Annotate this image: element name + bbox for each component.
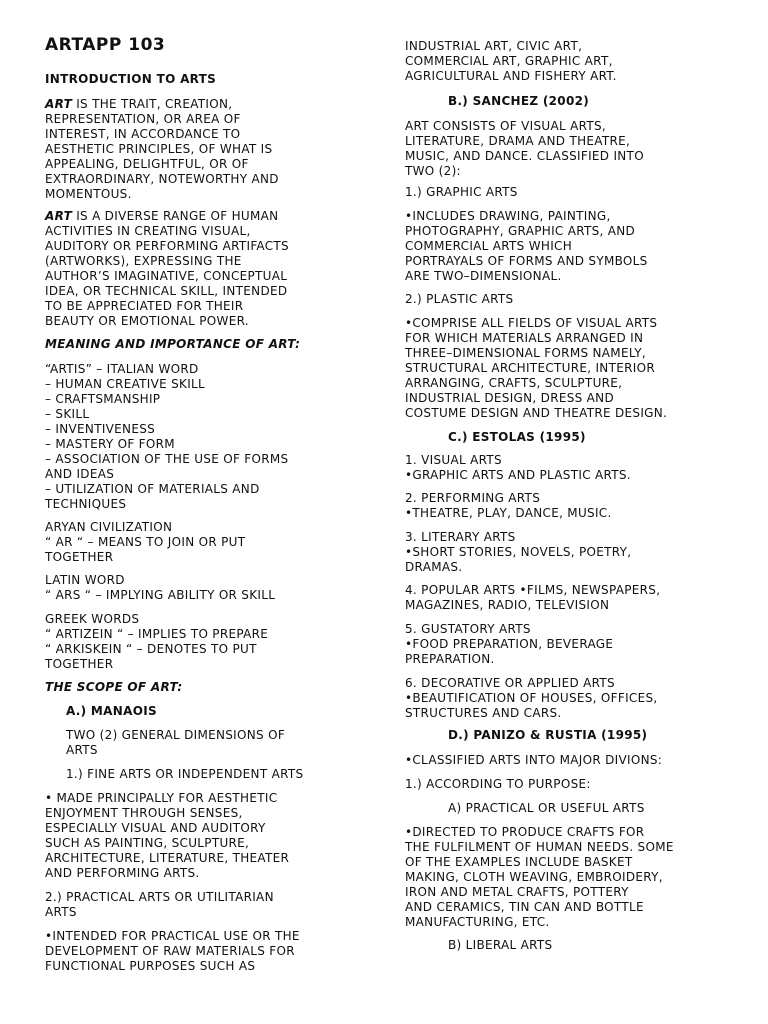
paragraph-line: AND CERAMICS, TIN CAN AND BOTTLE: [405, 900, 644, 914]
etymology-line: “ ARTIZEIN “ – IMPLIES TO PREPARE: [45, 627, 269, 641]
subsection-heading: A.) MANAOIS: [66, 704, 157, 718]
etymology-line: LATIN WORD: [45, 573, 125, 587]
paragraph-line: ENJOYMENT THROUGH SENSES,: [45, 806, 243, 820]
paragraph-line: MANUFACTURING, ETC.: [405, 915, 550, 929]
paragraph-line: STRUCTURAL ARCHITECTURE, INTERIOR: [405, 361, 655, 375]
list-item: •GRAPHIC ARTS AND PLASTIC ARTS.: [405, 468, 631, 482]
definition-line: (ARTWORKS), EXPRESSING THE: [45, 254, 242, 268]
paragraph-line: DEVELOPMENT OF RAW MATERIALS FOR: [45, 944, 295, 958]
definition-line: AUDITORY OR PERFORMING ARTIFACTS: [45, 239, 289, 253]
list-item: •SHORT STORIES, NOVELS, POETRY,: [405, 545, 632, 559]
paragraph-line: COMMERCIAL ARTS WHICH: [405, 239, 573, 253]
term: ART: [45, 209, 73, 223]
paragraph-line: MUSIC, AND DANCE. CLASSIFIED INTO: [405, 149, 644, 163]
definition-line: ART IS A DIVERSE RANGE OF HUMAN: [45, 209, 279, 223]
paragraph-line: ESPECIALLY VISUAL AND AUDITORY: [45, 821, 266, 835]
paragraph-line: TWO (2):: [405, 164, 461, 178]
paragraph-line: ARTS: [45, 905, 77, 919]
list-item: – ASSOCIATION OF THE USE OF FORMS: [45, 452, 289, 466]
definition-line: EXTRAORDINARY, NOTEWORTHY AND: [45, 172, 279, 186]
list-item: •THEATRE, PLAY, DANCE, MUSIC.: [405, 506, 612, 520]
paragraph-line: SUCH AS PAINTING, SCULPTURE,: [45, 836, 250, 850]
paragraph-line: 2.) PLASTIC ARTS: [405, 292, 514, 306]
paragraph-line: TWO (2) GENERAL DIMENSIONS OF: [66, 728, 286, 742]
subsection-heading: B.) SANCHEZ (2002): [448, 94, 590, 108]
paragraph-line: 1.) GRAPHIC ARTS: [405, 185, 518, 199]
paragraph-line: •CLASSIFIED ARTS INTO MAJOR DIVIONS:: [405, 753, 663, 767]
list-item: 1. VISUAL ARTS: [405, 453, 502, 467]
list-item: AND IDEAS: [45, 467, 115, 481]
paragraph-line: PHOTOGRAPHY, GRAPHIC ARTS, AND: [405, 224, 636, 238]
list-item: •FOOD PREPARATION, BEVERAGE: [405, 637, 614, 651]
list-item: 2. PERFORMING ARTS: [405, 491, 541, 505]
definition-line: AESTHETIC PRINCIPLES, OF WHAT IS: [45, 142, 273, 156]
definition-line: APPEALING, DELIGHTFUL, OR OF: [45, 157, 249, 171]
paragraph-line: 1.) FINE ARTS OR INDEPENDENT ARTS: [66, 767, 304, 781]
etymology-line: “ AR “ – MEANS TO JOIN OR PUT: [45, 535, 246, 549]
paragraph-line: OF THE EXAMPLES INCLUDE BASKET: [405, 855, 633, 869]
subsection-heading: D.) PANIZO & RUSTIA (1995): [448, 728, 648, 742]
definition-line: BEAUTY OR EMOTIONAL POWER.: [45, 314, 249, 328]
paragraph-line: FOR WHICH MATERIALS ARRANGED IN: [405, 331, 644, 345]
paragraph-line: 2.) PRACTICAL ARTS OR UTILITARIAN: [45, 890, 274, 904]
paragraph-line: ARE TWO–DIMENSIONAL.: [405, 269, 562, 283]
paragraph-line: AND PERFORMING ARTS.: [45, 866, 200, 880]
subsection-heading: C.) ESTOLAS (1995): [448, 430, 586, 444]
list-item: MAGAZINES, RADIO, TELEVISION: [405, 598, 610, 612]
list-item: – HUMAN CREATIVE SKILL: [45, 377, 206, 391]
etymology-line: ARYAN CIVILIZATION: [45, 520, 173, 534]
definition-line: AUTHOR’S IMAGINATIVE, CONCEPTUAL: [45, 269, 288, 283]
paragraph-line: B) LIBERAL ARTS: [448, 938, 553, 952]
list-item: TECHNIQUES: [45, 497, 127, 511]
paragraph-line: COSTUME DESIGN AND THEATRE DESIGN.: [405, 406, 668, 420]
definition-line: TO BE APPRECIATED FOR THEIR: [45, 299, 244, 313]
etymology-line: “ ARKISKEIN “ – DENOTES TO PUT: [45, 642, 257, 656]
definition-line: ART IS THE TRAIT, CREATION,: [45, 97, 233, 111]
etymology-line: TOGETHER: [45, 550, 114, 564]
paragraph-line: PORTRAYALS OF FORMS AND SYMBOLS: [405, 254, 648, 268]
paragraph-line: • MADE PRINCIPALLY FOR AESTHETIC: [45, 791, 278, 805]
etymology-line: “ ARS “ – IMPLYING ABILITY OR SKILL: [45, 588, 276, 602]
list-item: 6. DECORATIVE OR APPLIED ARTS: [405, 676, 615, 690]
etymology-line: GREEK WORDS: [45, 612, 140, 626]
paragraph-line: FUNCTIONAL PURPOSES SUCH AS: [45, 959, 256, 973]
list-item: PREPARATION.: [405, 652, 495, 666]
definition-line: INTEREST, IN ACCORDANCE TO: [45, 127, 241, 141]
list-item: – MASTERY OF FORM: [45, 437, 175, 451]
definition-line: MOMENTOUS.: [45, 187, 132, 201]
paragraph-line: ARRANGING, CRAFTS, SCULPTURE,: [405, 376, 623, 390]
paragraph-line: 1.) ACCORDING TO PURPOSE:: [405, 777, 591, 791]
paragraph-line: INDUSTRIAL ART, CIVIC ART,: [405, 39, 583, 53]
paragraph-line: IRON AND METAL CRAFTS, POTTERY: [405, 885, 629, 899]
paragraph-line: AGRICULTURAL AND FISHERY ART.: [405, 69, 617, 83]
list-item: 4. POPULAR ARTS •FILMS, NEWSPAPERS,: [405, 583, 661, 597]
paragraph-line: •COMPRISE ALL FIELDS OF VISUAL ARTS: [405, 316, 658, 330]
list-item: – UTILIZATION OF MATERIALS AND: [45, 482, 260, 496]
definition-line: ACTIVITIES IN CREATING VISUAL,: [45, 224, 251, 238]
etymology-line: TOGETHER: [45, 657, 114, 671]
list-item: – SKILL: [45, 407, 90, 421]
list-item: – CRAFTSMANSHIP: [45, 392, 161, 406]
paragraph-line: A) PRACTICAL OR USEFUL ARTS: [448, 801, 645, 815]
paragraph-line: •DIRECTED TO PRODUCE CRAFTS FOR: [405, 825, 645, 839]
section-heading: MEANING AND IMPORTANCE OF ART:: [45, 337, 301, 351]
list-item: •BEAUTIFICATION OF HOUSES, OFFICES,: [405, 691, 658, 705]
paragraph-line: LITERATURE, DRAMA AND THEATRE,: [405, 134, 631, 148]
paragraph-line: •INTENDED FOR PRACTICAL USE OR THE: [45, 929, 300, 943]
paragraph-line: ARCHITECTURE, LITERATURE, THEATER: [45, 851, 290, 865]
term: ART: [45, 97, 73, 111]
list-item: 5. GUSTATORY ARTS: [405, 622, 531, 636]
paragraph-line: THE FULFILMENT OF HUMAN NEEDS. SOME: [405, 840, 674, 854]
section-heading: THE SCOPE OF ART:: [45, 680, 183, 694]
paragraph-line: ARTS: [66, 743, 98, 757]
section-heading: INTRODUCTION TO ARTS: [45, 72, 217, 86]
list-item: – INVENTIVENESS: [45, 422, 156, 436]
paragraph-line: ART CONSISTS OF VISUAL ARTS,: [405, 119, 607, 133]
list-item: 3. LITERARY ARTS: [405, 530, 516, 544]
list-item: “ARTIS” – ITALIAN WORD: [45, 362, 199, 376]
definition-line: REPRESENTATION, OR AREA OF: [45, 112, 241, 126]
paragraph-line: COMMERCIAL ART, GRAPHIC ART,: [405, 54, 613, 68]
list-item: STRUCTURES AND CARS.: [405, 706, 562, 720]
paragraph-line: THREE–DIMENSIONAL FORMS NAMELY,: [405, 346, 646, 360]
document-title: ARTAPP 103: [45, 35, 166, 55]
paragraph-line: INDUSTRIAL DESIGN, DRESS AND: [405, 391, 614, 405]
list-item: DRAMAS.: [405, 560, 463, 574]
paragraph-line: MAKING, CLOTH WEAVING, EMBROIDERY,: [405, 870, 663, 884]
paragraph-line: •INCLUDES DRAWING, PAINTING,: [405, 209, 611, 223]
definition-line: IDEA, OR TECHNICAL SKILL, INTENDED: [45, 284, 288, 298]
